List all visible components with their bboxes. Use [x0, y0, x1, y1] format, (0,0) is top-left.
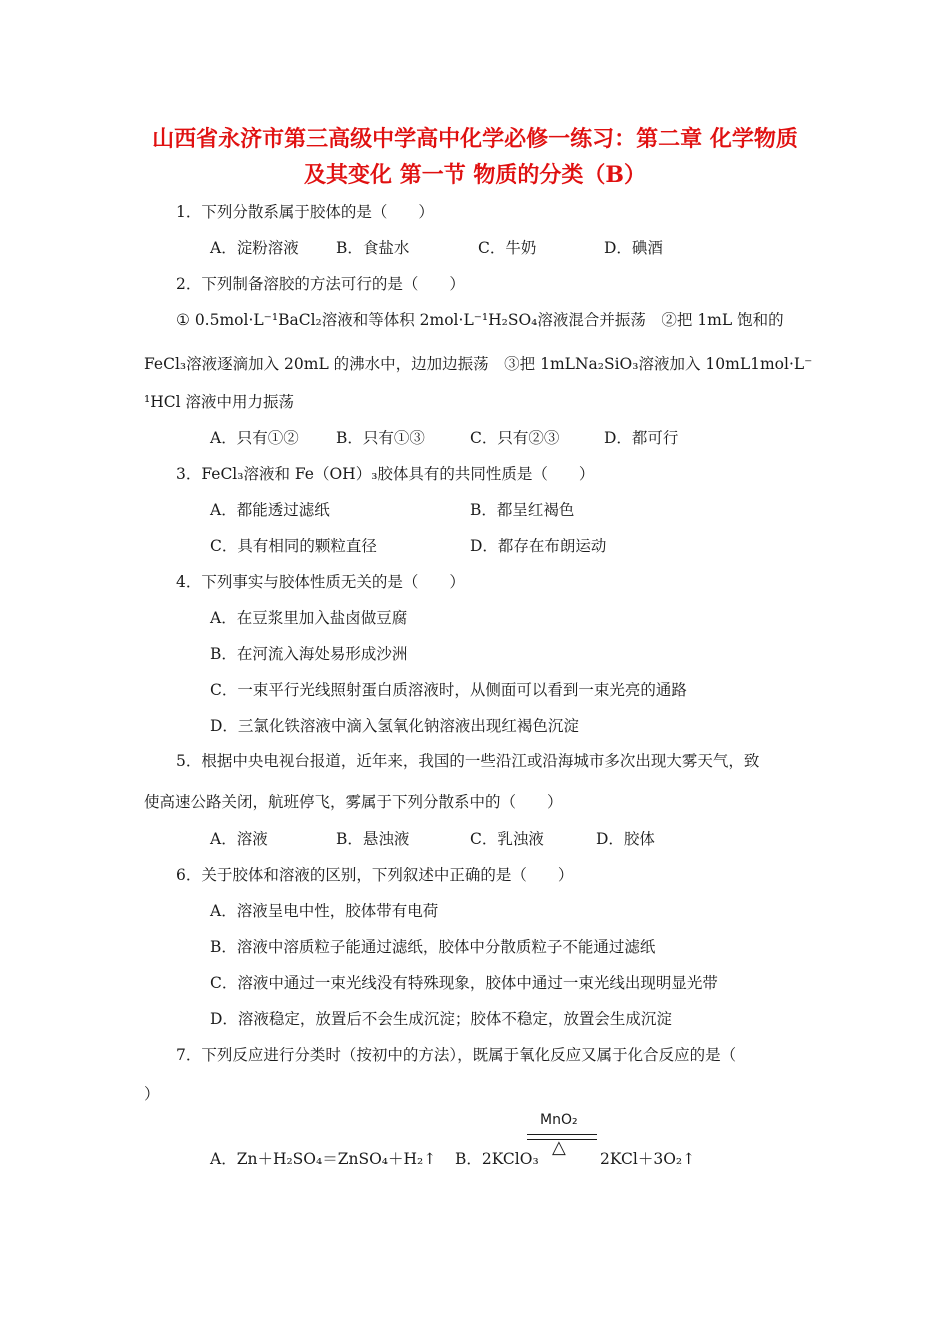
question-5-option-c: C．乳浊液	[470, 830, 544, 848]
question-2-body-line-1: ① 0.5mol·L⁻¹BaCl₂溶液和等体积 2mol·L⁻¹H₂SO₄溶液混合并振荡 ②把 1mL 饱和的	[176, 311, 784, 329]
question-6-option-a: A．溶液呈电中性，胶体带有电荷	[210, 902, 439, 920]
question-7-option-a: A．Zn＋H₂SO₄＝ZnSO₄＋H₂↑	[210, 1150, 437, 1168]
question-3-stem: 3．FeCl₃溶液和 Fe（OH）₃胶体具有的共同性质是（ ）	[176, 465, 595, 483]
question-7-stem-line-1: 7．下列反应进行分类时（按初中的方法），既属于氧化反应又属于化合反应的是（	[176, 1046, 737, 1064]
question-1-option-d: D．碘酒	[604, 239, 663, 257]
question-5-option-d: D．胶体	[596, 830, 655, 848]
question-5-stem-line-2: 使高速公路关闭，航班停飞，雾属于下列分散系中的（ ）	[144, 793, 563, 811]
question-5-option-b: B．悬浊液	[336, 830, 410, 848]
question-3-option-d: D．都存在布朗运动	[470, 537, 607, 555]
question-2-body-line-3: ¹HCl 溶液中用力振荡	[144, 393, 294, 411]
question-6-stem: 6．关于胶体和溶液的区别，下列叙述中正确的是（ ）	[176, 866, 574, 884]
question-1-option-b: B．食盐水	[336, 239, 410, 257]
question-5-option-a: A．溶液	[210, 830, 268, 848]
question-6-option-b: B．溶液中溶质粒子能通过滤纸，胶体中分散质粒子不能通过滤纸	[210, 938, 656, 956]
question-4-option-b: B．在河流入海处易形成沙洲	[210, 645, 408, 663]
question-4-option-c: C．一束平行光线照射蛋白质溶液时，从侧面可以看到一束光亮的通路	[210, 681, 687, 699]
question-7-stem-line-2: ）	[144, 1085, 160, 1103]
question-3-option-a: A．都能透过滤纸	[210, 501, 330, 519]
question-1-option-a: A．淀粉溶液	[210, 239, 299, 257]
title-line-1: 山西省永济市第三高级中学高中化学必修一练习：第二章 化学物质	[152, 126, 798, 152]
reaction-catalyst-label: MnO₂	[540, 1112, 578, 1128]
question-2-option-c: C．只有②③	[470, 429, 560, 447]
question-5-stem-line-1: 5．根据中央电视台报道，近年来，我国的一些沿江或沿海城市多次出现大雾天气，致	[176, 752, 760, 770]
question-7-option-b-product: 2KCl＋3O₂↑	[600, 1150, 696, 1168]
question-7-option-b-reactant: B．2KClO₃	[455, 1150, 539, 1168]
question-4-stem: 4．下列事实与胶体性质无关的是（ ）	[176, 573, 465, 591]
question-2-option-d: D．都可行	[604, 429, 679, 447]
question-1-option-c: C．牛奶	[478, 239, 537, 257]
question-6-option-c: C．溶液中通过一束光线没有特殊现象，胶体中通过一束光线出现明显光带	[210, 974, 718, 992]
question-1-stem: 1．下列分散系属于胶体的是（ ）	[176, 203, 434, 221]
question-6-option-d: D．溶液稳定，放置后不会生成沉淀；胶体不稳定，放置会生成沉淀	[210, 1010, 672, 1028]
question-4-option-a: A．在豆浆里加入盐卤做豆腐	[210, 609, 408, 627]
title-line-2: 及其变化 第一节 物质的分类（B）	[304, 162, 646, 188]
question-3-option-b: B．都呈红褐色	[470, 501, 575, 519]
reaction-equals-line-top	[527, 1134, 597, 1135]
question-2-body-line-2: FeCl₃溶液逐滴加入 20mL 的沸水中，边加边振荡 ③把 1mLNa₂SiO₃溶液加入 10mL1mol·L⁻	[144, 355, 813, 373]
question-3-option-c: C．具有相同的颗粒直径	[210, 537, 377, 555]
question-2-option-a: A．只有①②	[210, 429, 299, 447]
question-2-stem: 2．下列制备溶胶的方法可行的是（ ）	[176, 275, 465, 293]
heat-condition-icon: △	[552, 1137, 566, 1158]
question-2-option-b: B．只有①③	[336, 429, 425, 447]
question-4-option-d: D．三氯化铁溶液中滴入氢氧化钠溶液出现红褐色沉淀	[210, 717, 579, 735]
